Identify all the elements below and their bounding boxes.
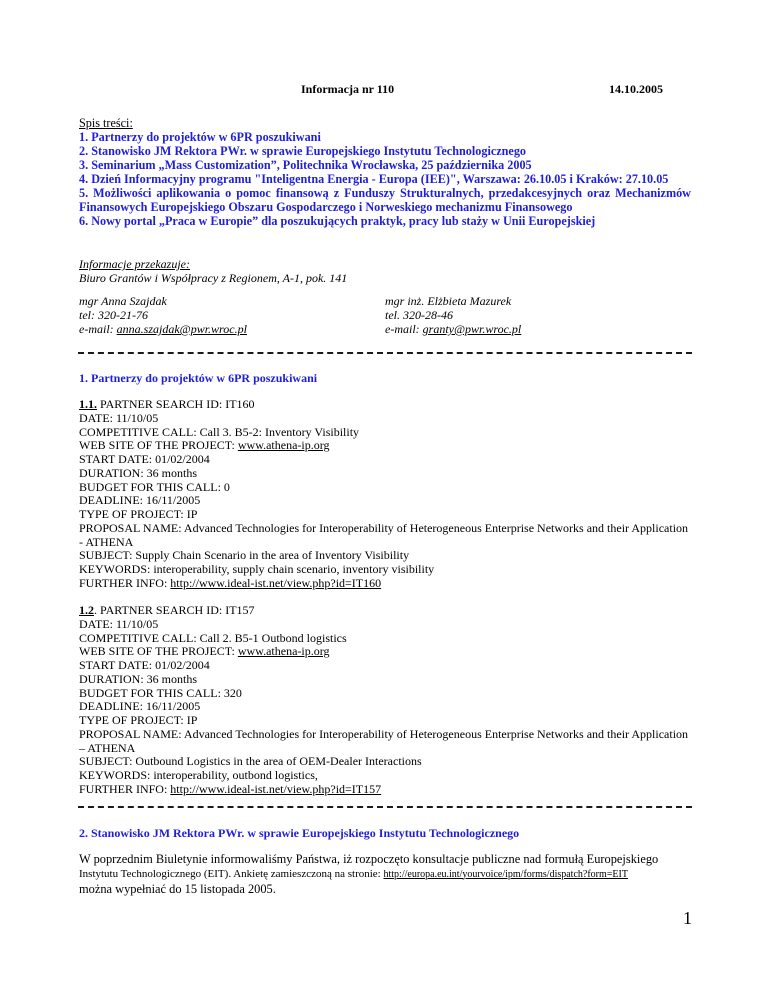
entry-1-proposal: PROPOSAL NAME: Advanced Technologies for Interoperability of Heterogeneous Enterprise Networks and their Application - ATHENA [79,520,689,549]
entry-1-info-label: FURTHER INFO: [79,575,171,590]
entry-2-web-label: WEB SITE OF THE PROJECT: [79,644,238,659]
contact-left-email-line [79,322,339,336]
section-2-line-2-text: Instytutu Technologicznego (EIT). Ankietę zamieszczoną na stronie: [79,867,384,880]
entry-1-deadline: DEADLINE: 16/11/2005 [79,493,201,508]
entry-2-info-label: FURTHER INFO: [79,781,171,796]
contact-left-email-label: e-mail: [79,322,117,336]
entry-2-proposal: PROPOSAL NAME: Advanced Technologies for Interoperability of Heterogeneous Enterprise Networks and their Application – ATHENA [79,726,689,755]
table-of-contents [79,116,691,228]
contact-heading: Informacje przekazuje: [79,257,190,271]
entry-1-budget: BUDGET FOR THIS CALL: 0 [79,479,230,494]
entry-2-call: COMPETITIVE CALL: Call 2. B5-1 Outbond logistics [79,630,347,645]
contact-right-email-label: e-mail: [385,322,423,336]
partner-entry-2 [79,604,691,797]
section-2-line-2 [79,867,691,883]
contact-heading-block [79,257,691,285]
section-divider [78,806,692,808]
entry-2-info-line [79,783,691,797]
entry-2-budget: BUDGET FOR THIS CALL: 320 [79,685,242,700]
bulletin-date: 14.10.2005 [609,82,663,96]
entry-2-subject: SUBJECT: Outbound Logistics in the area of OEM-Dealer Interactions [79,754,422,769]
entry-1-type: TYPE OF PROJECT: IP [79,507,198,521]
contact-office: Biuro Grantów i Współpracy z Regionem, A-1, pok. 141 [79,271,348,285]
entry-1-subject: SUBJECT: Supply Chain Scenario in the area of Inventory Visibility [79,548,410,563]
entry-2-duration: DURATION: 36 months [79,671,198,686]
entry-1-id: PARTNER SEARCH ID: IT160 [97,397,255,411]
toc-heading: Spis treści: [79,116,133,130]
toc-item-6[interactable]: 6. Nowy portal „Praca w Europie” dla poszukujących praktyk, pracy lub staży w Unii Europejskiej [79,214,596,228]
contact-right-email-line [385,322,685,336]
section-2-line-3: można wypełniać do 15 listopada 2005. [79,882,276,896]
entry-1-call: COMPETITIVE CALL: Call 3. B5-2: Inventory Visibility [79,424,360,439]
entry-1-info-link[interactable]: http://www.ideal-ist.net/view.php?id=IT160 [170,575,382,590]
entry-1-duration: DURATION: 36 months [79,465,198,480]
toc-item-5[interactable]: 5. Możliwości aplikowania o pomoc finansową z Funduszy Strukturalnych, przedakcesyjnych oraz Mechanizmów Finansowych Europejskiego Obszaru Gospodarczego i Norweskiego mechanizmu Finansowego [79,186,691,214]
entry-2-number: 1.2 [79,603,94,617]
page-number: 1 [683,908,692,928]
entry-1-number: 1.1. [79,397,97,411]
contact-right-tel: tel. 320-28-46 [385,308,453,322]
entry-1-web-line [79,439,691,453]
toc-item-4[interactable]: 4. Dzień Informacyjny programu "Inteligentna Energia - Europa (IEE)", Warszawa: 26.10.05 i Kraków: 27.10.05 [79,172,669,186]
toc-item-1[interactable]: 1. Partnerzy do projektów w 6PR poszukiwani [79,130,321,144]
eit-survey-link[interactable]: http://europa.eu.int/yourvoice/ipm/forms/dispatch?form=EIT [383,868,628,880]
entry-2-info-link[interactable]: http://www.ideal-ist.net/view.php?id=IT157 [170,781,382,796]
bulletin-title: Informacja nr 110 [301,82,395,96]
contact-left-tel: tel: 320-21-76 [79,308,148,322]
contact-left-name: mgr Anna Szajdak [79,294,167,308]
section-2-paragraph [79,852,691,897]
toc-item-3[interactable]: 3. Seminarium „Mass Customization”, Politechnika Wrocławska, 25 października 2005 [79,158,532,172]
entry-1-date: DATE: 11/10/05 [79,410,159,425]
entry-1-keywords: KEYWORDS: interoperability, supply chain scenario, inventory visibility [79,562,435,576]
entry-2-id: . PARTNER SEARCH ID: IT157 [94,603,255,617]
section-2-heading: 2. Stanowisko JM Rektora PWr. w sprawie Europejskiego Instytutu Technologicznego [79,826,520,840]
entry-2-start: START DATE: 01/02/2004 [79,658,210,672]
contact-left-email-link[interactable]: anna.szajdak@pwr.wroc.pl [116,322,247,336]
section-2-line-1: W poprzednim Biuletynie informowaliśmy Państwa, iż rozpoczęto konsultacje publiczne nad formułą Europejskiego [79,852,659,866]
entry-2-keywords: KEYWORDS: interoperability, outbond logistics, [79,768,318,782]
entry-2-web-line [79,645,691,659]
entry-2-date: DATE: 11/10/05 [79,616,159,631]
toc-item-2[interactable]: 2. Stanowisko JM Rektora PWr. w sprawie Europejskiego Instytutu Technologicznego [79,144,527,158]
entry-2-id-line [79,604,691,618]
entry-1-web-label: WEB SITE OF THE PROJECT: [79,438,238,453]
contact-left [79,294,339,336]
entry-1-web-link[interactable]: www.athena-ip.org [237,438,330,453]
entry-2-deadline: DEADLINE: 16/11/2005 [79,699,201,714]
entry-1-id-line [79,398,691,412]
partner-entry-1 [79,398,691,591]
contact-right [385,294,685,336]
entry-2-type: TYPE OF PROJECT: IP [79,713,198,727]
section-divider [78,352,692,354]
entry-2-web-link[interactable]: www.athena-ip.org [237,644,330,659]
entry-1-info-line [79,577,691,591]
entry-1-start: START DATE: 01/02/2004 [79,452,210,466]
contact-right-email-link[interactable]: granty@pwr.wroc.pl [422,322,522,336]
contact-right-name: mgr inż. Elżbieta Mazurek [385,294,512,308]
section-1-heading: 1. Partnerzy do projektów w 6PR poszukiwani [79,371,318,385]
